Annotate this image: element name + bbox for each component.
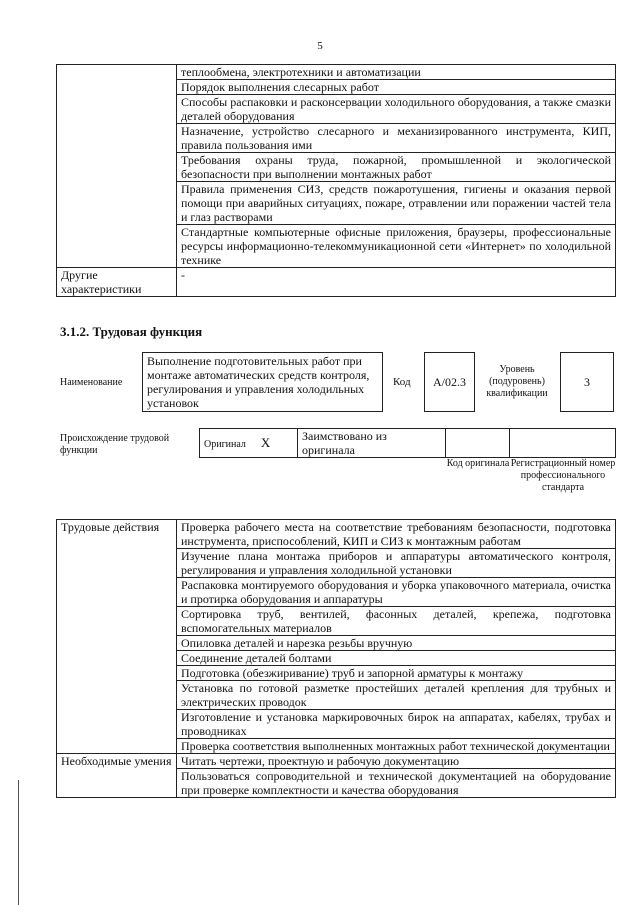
action-item: Установка по готовой разметке простейших деталей крепления для трубных и электрических проводок bbox=[177, 681, 616, 710]
scan-edge-line bbox=[18, 780, 19, 905]
original-cell bbox=[200, 429, 298, 458]
knowledge-item: Способы распаковки и расконсервации холодильного оборудования, а также смазки деталей оборудования bbox=[177, 95, 616, 124]
knowledge-table bbox=[56, 64, 616, 297]
action-item: Распаковка монтируемого оборудования и уборка упаковочного материала, очистка и протирка оборудования и аппаратуры bbox=[177, 578, 616, 607]
section-heading: 3.1.2. Трудовая функция bbox=[60, 324, 203, 339]
other-value: - bbox=[177, 268, 616, 297]
level-value: 3 bbox=[584, 375, 590, 389]
action-item: Изучение плана монтажа приборов и аппаратуры автоматического контроля, регулирования и управления холодильной установки bbox=[177, 549, 616, 578]
skill-item: Читать чертежи, проектную и рабочую документацию bbox=[177, 754, 616, 769]
knowledge-item: Порядок выполнения слесарных работ bbox=[177, 80, 616, 95]
action-item: Соединение деталей болтами bbox=[177, 651, 616, 666]
table-row bbox=[57, 520, 616, 549]
name-label: Наименование bbox=[60, 377, 123, 388]
name-box bbox=[142, 352, 383, 412]
level-box bbox=[560, 352, 614, 412]
origin-label: Происхождение трудовой функции bbox=[60, 433, 170, 456]
knowledge-item: Требования охраны труда, пожарной, промышленной и экологической безопасности при выполнении монтажных работ bbox=[177, 153, 616, 182]
table-row bbox=[200, 429, 616, 458]
reg-number-cell bbox=[510, 429, 616, 458]
original-code-cell bbox=[446, 429, 510, 458]
name-value: Выполнение подготовительных работ при монтаже автоматических средств контроля, регулирования и управления холодильных установок bbox=[147, 354, 370, 410]
knowledge-item: Стандартные компьютерные офисные приложения, браузеры, профессиональные ресурсы информационно-телекоммуникационной сети «Интернет» по холодильной технике bbox=[177, 225, 616, 268]
table-row bbox=[57, 754, 616, 769]
action-item: Проверка соответствия выполненных монтажных работ технической документации bbox=[177, 739, 616, 754]
knowledge-item: Назначение, устройство слесарного и механизированного инструмента, КИП, правила пользования ими bbox=[177, 124, 616, 153]
knowledge-item: Правила применения СИЗ, средств пожаротушения, гигиены и оказания первой помощи при аварийных ситуациях, пожаре, отравлении или поражении частей тела и глаз растворами bbox=[177, 182, 616, 225]
actions-label: Трудовые действия bbox=[57, 520, 177, 754]
code-value: А/02.3 bbox=[433, 375, 466, 389]
code-caption: Код оригинала bbox=[446, 458, 510, 469]
borrowed-label: Заимствовано из оригинала bbox=[298, 429, 446, 458]
action-item: Подготовка (обезжиривание) труб и запорной арматуры к монтажу bbox=[177, 666, 616, 681]
table-row bbox=[57, 268, 616, 297]
skills-label: Необходимые умения bbox=[57, 754, 177, 798]
knowledge-label-cell bbox=[57, 65, 177, 268]
origin-table bbox=[199, 428, 616, 458]
page-number: 5 bbox=[317, 40, 323, 52]
other-label: Другие характеристики bbox=[57, 268, 177, 297]
skill-item: Пользоваться сопроводительной и технической документацией на оборудование при проверке комплектности и качества оборудования bbox=[177, 769, 616, 798]
level-label: Уровень (подуровень) квалификации bbox=[486, 364, 548, 399]
actions-table bbox=[56, 519, 616, 798]
reg-caption: Регистрационный номер профессионального стандарта bbox=[510, 458, 616, 493]
table-row bbox=[57, 65, 616, 80]
original-label: Оригинал bbox=[204, 438, 246, 450]
action-item: Опиловка деталей и нарезка резьбы вручную bbox=[177, 636, 616, 651]
code-box bbox=[424, 352, 475, 412]
action-item: Изготовление и установка маркировочных бирок на аппаратах, кабелях, трубах и проводниках bbox=[177, 710, 616, 739]
action-item: Проверка рабочего места на соответствие требованиям безопасности, подготовка инструмента, приспособлений, КИП и СИЗ к монтажным работам bbox=[177, 520, 616, 549]
action-item: Сортировка труб, вентилей, фасонных деталей, крепежа, подготовка вспомогательных материалов bbox=[177, 607, 616, 636]
original-mark: X bbox=[260, 434, 271, 450]
knowledge-item: теплообмена, электротехники и автоматизации bbox=[177, 65, 616, 80]
code-label: Код bbox=[393, 376, 411, 388]
